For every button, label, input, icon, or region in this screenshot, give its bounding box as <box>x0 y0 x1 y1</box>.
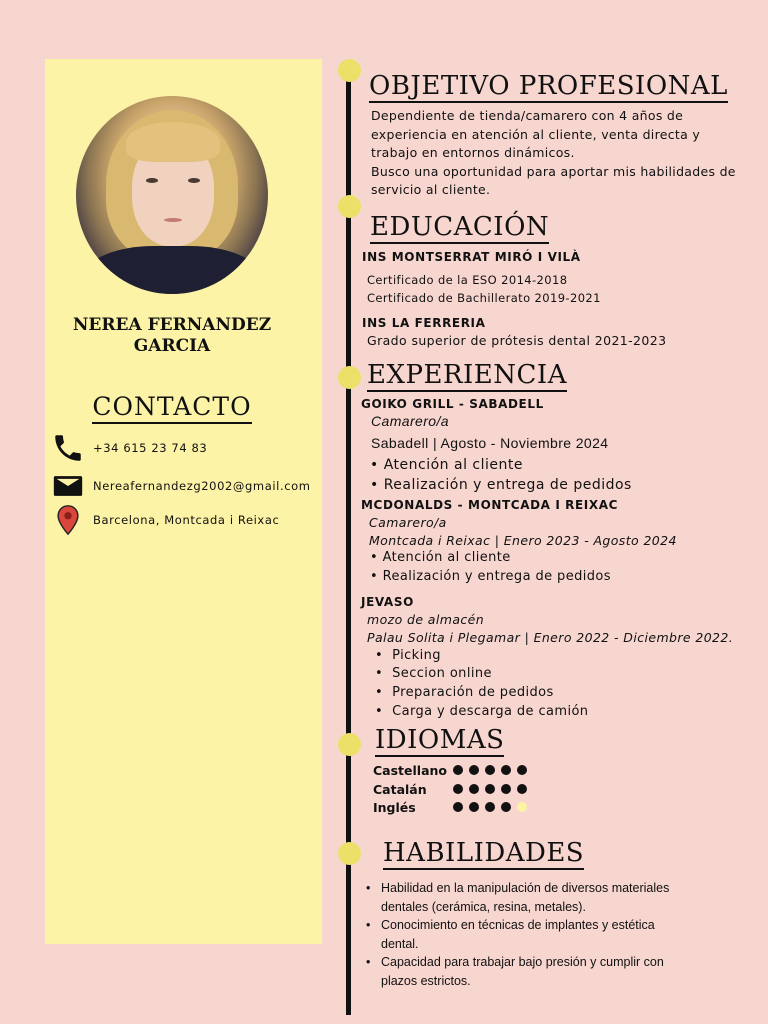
level-dot <box>453 802 463 812</box>
job-company: JEVASO <box>361 595 414 609</box>
timeline-dot <box>338 195 361 218</box>
level-dot <box>485 765 495 775</box>
candidate-name: NEREA FERNANDEZ GARCIA <box>72 315 272 356</box>
timeline-dot <box>338 842 361 865</box>
skills-heading: HABILIDADES <box>383 838 585 868</box>
job-period: Sabadell | Agosto - Noviembre 2024 <box>371 435 609 451</box>
skill-item: • Capacidad para trabajar bajo presión y cumplir con plazos estrictos. <box>366 955 664 988</box>
profile-photo <box>76 96 268 294</box>
job-task: • Atención al cliente <box>370 550 511 565</box>
level-dot <box>501 802 511 812</box>
language-name: Catalán <box>373 782 427 797</box>
level-dot <box>485 784 495 794</box>
education-item: Certificado de la ESO 2014-2018 <box>367 273 568 287</box>
level-dot <box>501 765 511 775</box>
contact-email: Nereafernandezg2002@gmail.com <box>51 469 85 503</box>
objective-text: Dependiente de tienda/camarero con 4 años de experiencia en atención al cliente, venta directa y trabajo en entornos dinámicos. Busco una oportunidad para aportar mis habilidades de servicio al cliente. <box>371 108 736 197</box>
level-dot <box>517 784 527 794</box>
level-dot <box>517 802 527 812</box>
sidebar <box>45 59 322 944</box>
job-period: Montcada i Reixac | Enero 2023 - Agosto 2024 <box>369 533 677 548</box>
job-company: GOIKO GRILL - SABADELL <box>361 397 544 411</box>
job-company: MCDONALDS - MONTCADA I REIXAC <box>361 498 619 512</box>
school-name: INS MONTSERRAT MIRÓ I VILÀ <box>362 250 581 264</box>
level-dot <box>469 784 479 794</box>
languages-heading: IDIOMAS <box>375 725 505 755</box>
job-task: • Seccion online <box>375 666 492 681</box>
job-role: mozo de almacén <box>367 612 485 627</box>
timeline-dot <box>338 59 361 82</box>
skill-item: • Habilidad en la manipulación de diversos materiales dentales (cerámica, resina, metales). <box>366 881 670 914</box>
timeline-dot <box>338 366 361 389</box>
language-name: Inglés <box>373 800 416 815</box>
education-item: Certificado de Bachillerato 2019-2021 <box>367 291 601 305</box>
school-name: INS LA FERRERIA <box>362 316 486 330</box>
location-pin-icon <box>51 503 85 537</box>
level-dot <box>453 765 463 775</box>
job-task: • Picking <box>375 648 441 663</box>
level-dot <box>453 784 463 794</box>
language-name: Castellano <box>373 763 447 778</box>
education-item: Grado superior de prótesis dental 2021-2023 <box>367 333 667 348</box>
job-period: Palau Solita i Plegamar | Enero 2022 - Diciembre 2022. <box>367 630 734 645</box>
experience-heading: EXPERIENCIA <box>367 360 567 390</box>
job-role: Camarero/a <box>369 515 447 530</box>
skill-item: • Conocimiento en técnicas de implantes y estética dental. <box>366 918 655 951</box>
objective-heading: OBJETIVO PROFESIONAL <box>369 71 728 101</box>
phone-icon <box>51 431 85 465</box>
level-dot <box>469 765 479 775</box>
job-role: Camarero/a <box>371 413 449 429</box>
contact-phone: +34 615 23 74 83 <box>51 431 85 465</box>
job-task: • Atención al cliente <box>370 457 523 473</box>
language-row <box>373 800 533 815</box>
level-dot <box>501 784 511 794</box>
job-task: • Preparación de pedidos <box>375 685 554 700</box>
contact-location: Barcelona, Montcada i Reixac <box>51 503 85 537</box>
level-dot <box>517 765 527 775</box>
language-row <box>373 782 533 797</box>
language-row <box>373 763 533 778</box>
mail-icon <box>51 469 85 503</box>
timeline-dot <box>338 733 361 756</box>
education-heading: EDUCACIÓN <box>370 212 550 242</box>
job-task: • Carga y descarga de camión <box>375 704 589 719</box>
contact-heading: CONTACTO <box>45 392 299 421</box>
level-dot <box>485 802 495 812</box>
job-task: • Realización y entrega de pedidos <box>370 569 611 584</box>
level-dot <box>469 802 479 812</box>
job-task: • Realización y entrega de pedidos <box>370 477 632 493</box>
